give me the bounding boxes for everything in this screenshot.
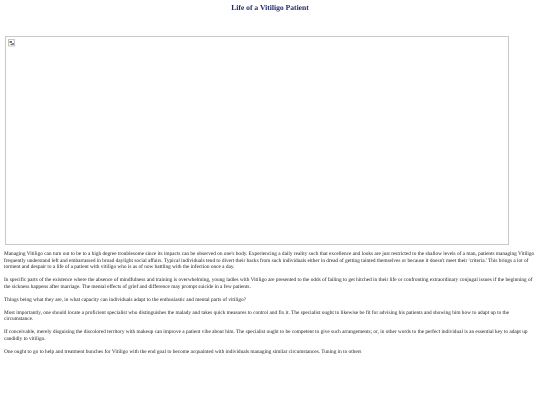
article-image-placeholder	[5, 36, 509, 245]
article-paragraph: In specific parts of the existence where the absence of mindfulness and training is overwhelming, young ladies with Vitiligo are presented to the odds of failing to get hitched in their life or confronting extraordinary conjugal issues if the beginning of the sickness happens after marriage. The mental effects of grief and difference may prompt suicide in a few patients.	[4, 277, 533, 290]
article-paragraph: Things being what they are, in what capacity can individuals adapt to the enthusiastic and mental parts of vitiligo?	[4, 296, 246, 303]
article-paragraph: Most importantly, one should locate a proficient specialist who distinguishes the malady and takes quick measures to control and fix it. The specialist ought to likewise be fit for advising his patients and showing him how to adapt up to the circumstance.	[4, 309, 510, 323]
article-paragraph: If conceivable, merely disguising the discolored territory with makeup can improve a patient vibe about him. The specialist ought to be competent to give such arrangements; or, in other words to the perfect individual is an essential key to adapt up candidly to vitiligo.	[4, 329, 528, 342]
article-paragraph: Managing Vitiligo can turn out to be to a high degree troublesome since its impacts can be observed on one's body. Experiencing a daily reality such that excellence and looks are just restricted to the shallow levels of a man, patients managing Vitiligo frequently understand left and embarrassed in broad daylight social affairs. Typical individuals tend to divert their backs from such individuals either in dread of getting tainted themselves or because it doesn't meet their 'criteria.' This brings a lot of torment and despair to a life of a patient with vitiligo who is as of now battling with the infection once a day.	[4, 251, 535, 271]
article-body	[4, 251, 536, 362]
page-title: Life of a Vitiligo Patient	[231, 3, 309, 12]
article-paragraph: One ought to go to help and treatment bunches for Vitiligo with the end goal to become acquainted with individuals managing similar circumstances. Tuning in to others	[4, 348, 362, 355]
broken-image-icon	[8, 39, 16, 47]
